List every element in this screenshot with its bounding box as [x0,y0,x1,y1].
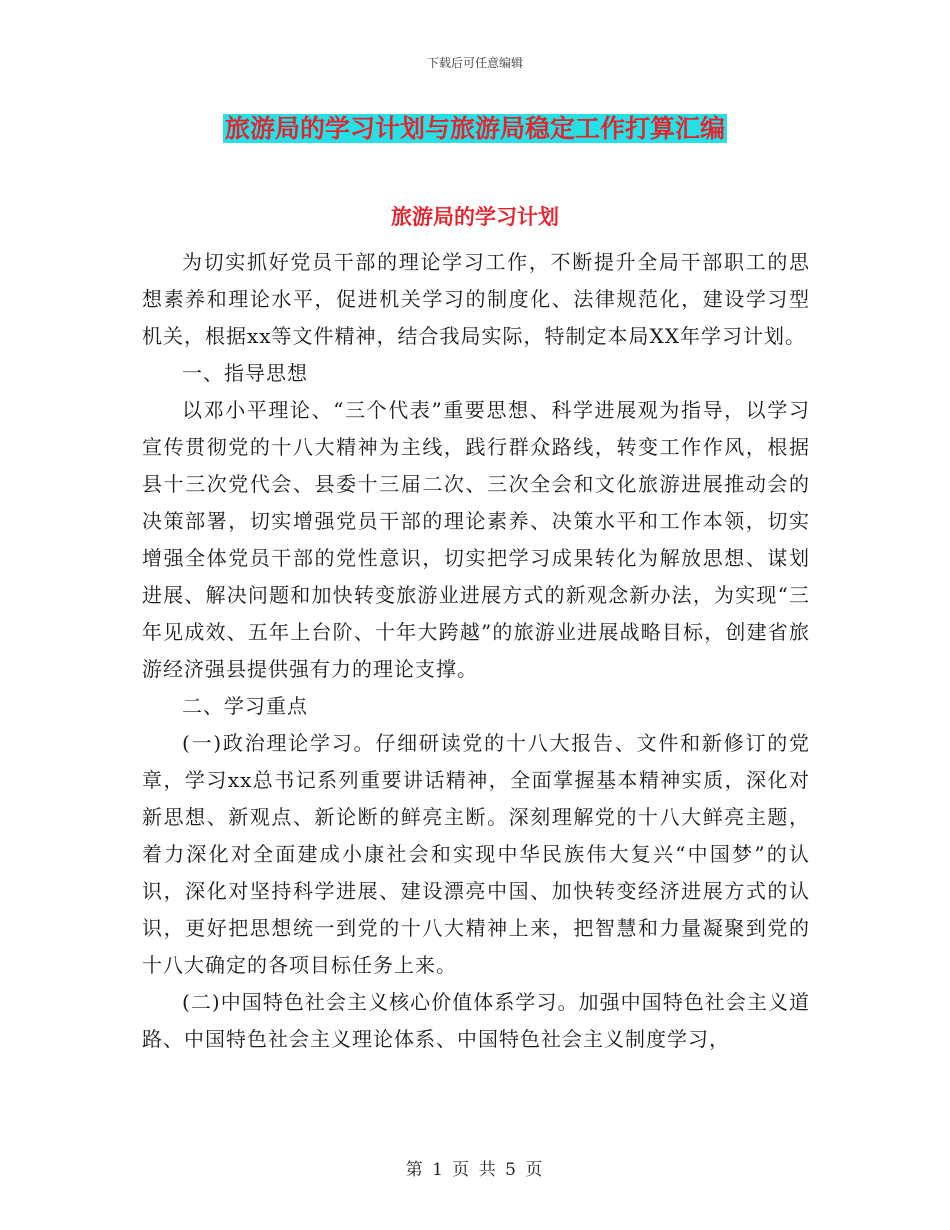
paragraph-core-values: (二)中国特色社会主义核心价值体系学习。加强中国特色社会主义道路、中国特色社会主义理论体系、中国特色社会主义制度学习， [142,990,810,1051]
page-footer: 第 1 页 共 5 页 [405,1160,545,1180]
paragraph-guiding-ideology: 以邓小平理论、“三个代表”重要思想、科学进展观为指导，以学习宣传贯彻党的十八大精神为主线，践行群众路线，转变工作作风，根据县十三次党代会、县委十三届二次、三次全会和文化旅游进展推动会的决策部署，切实增强党员干部的理论素养、决策水平和工作本领，切实增强全体党员干部的党性意识，切实把学习成果转化为解放思想、谋划进展、解决问题和加快转变旅游业进展方式的新观念新办法，为实现“三年见成效、五年上台阶、十年大跨越”的旅游业进展战略目标，创建省旅游经济强县提供强有力的理论支撑。 [142,398,810,681]
document-title-text: 旅游局的学习计划与旅游局稳定工作打算汇编 [224,114,725,143]
section-title: 旅游局的学习计划 [391,204,559,229]
heading-guiding-ideology: 一、指导思想 [182,361,308,385]
document-body [142,244,810,1058]
header-note: 下载后可任意编辑 [426,56,523,70]
heading-study-focus: 二、学习重点 [182,694,308,718]
paragraph-political-theory: (一)政治理论学习。仔细研读党的十八大报告、文件和新修订的党章，学习xx总书记系列重要讲话精神，全面掌握基本精神实质，深化对新思想、新观点、新论断的鲜亮主断。深刻理解党的十八大鲜亮主题，着力深化对全面建成小康社会和实现中华民族伟大复兴“中国梦”的认识，深化对坚持科学进展、建设漂亮中国、加快转变经济进展方式的认识，更好把思想统一到党的十八大精神上来，把智慧和力量凝聚到党的十八大确定的各项目标任务上来。 [142,731,810,977]
document-title [0,112,950,146]
paragraph-intro: 为切实抓好党员干部的理论学习工作，不断提升全局干部职工的思想素养和理论水平，促进机关学习的制度化、法律规范化，建设学习型机关，根据xx等文件精神，结合我局实际，特制定本局XX年学习计划。 [142,250,810,348]
